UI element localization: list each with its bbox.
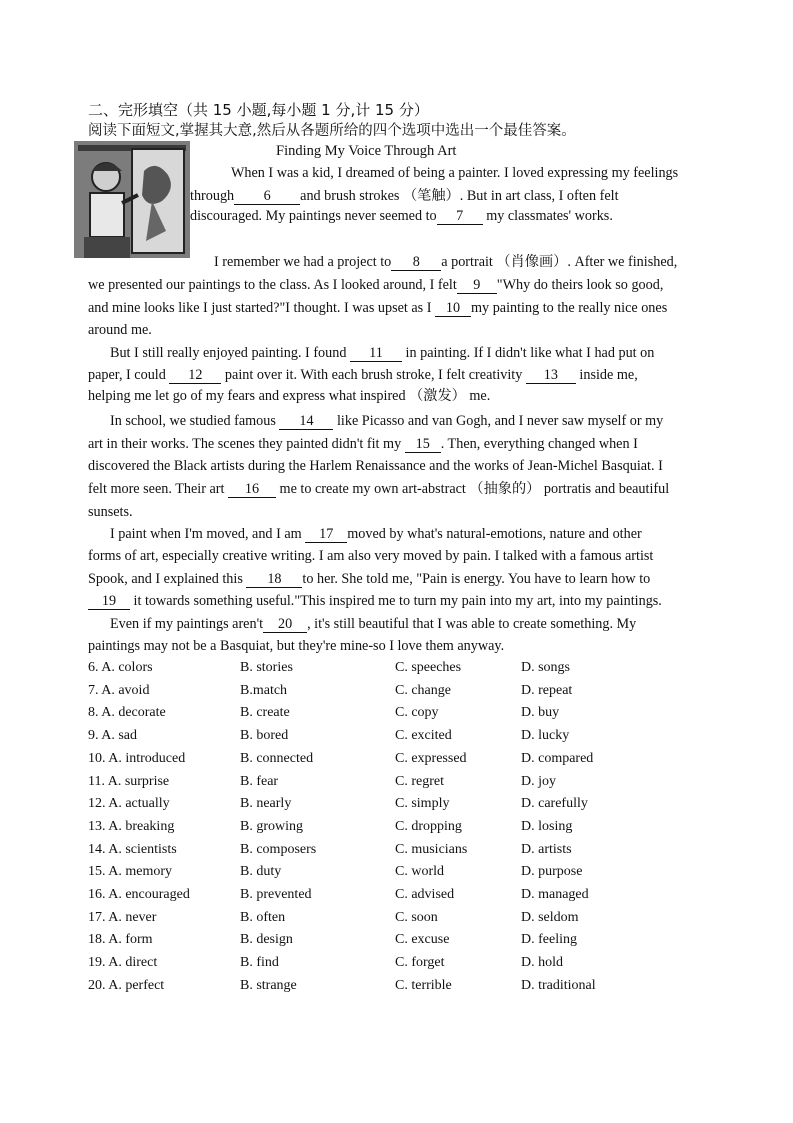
option-7-d[interactable]: D. repeat bbox=[521, 682, 573, 698]
section-instruction: 阅读下面短文,掌握其大意,然后从各题所给的四个选项中选出一个最佳答案。 bbox=[88, 123, 576, 139]
passage-line: felt more seen. Their art 16 me to create my own art-abstract （抽象的） portratis and beautiful bbox=[88, 481, 670, 497]
blank-6[interactable]: 6 bbox=[234, 189, 300, 205]
option-15-b[interactable]: B. duty bbox=[240, 864, 282, 880]
option-11-d[interactable]: D. joy bbox=[521, 773, 556, 789]
blank-20[interactable]: 20 bbox=[263, 617, 307, 633]
passage-line: helping me let go of my fears and express what inspired （激发） me. bbox=[88, 388, 491, 404]
option-12-d[interactable]: D. carefully bbox=[521, 796, 588, 812]
option-13-d[interactable]: D. losing bbox=[521, 818, 573, 834]
blank-18[interactable]: 18 bbox=[246, 572, 302, 588]
option-17-b[interactable]: B. often bbox=[240, 909, 286, 925]
option-11-b[interactable]: B. fear bbox=[240, 773, 279, 789]
option-18-c[interactable]: C. excuse bbox=[395, 932, 450, 948]
passage-line: discouraged. My paintings never seemed to 7 my classmates' works. bbox=[190, 208, 613, 224]
blank-13[interactable]: 13 bbox=[526, 368, 576, 384]
blank-9[interactable]: 9 bbox=[457, 278, 497, 294]
section-heading: 二、完形填空（共 15 小题,每小题 1 分,计 15 分） bbox=[88, 101, 429, 119]
option-6-b[interactable]: B. stories bbox=[240, 660, 293, 675]
passage-line: Spook, and I explained this 18 to her. She told me, "Pain is energy. You have to learn how to bbox=[88, 571, 651, 587]
option-20-c[interactable]: C. terrible bbox=[395, 977, 452, 993]
blank-15[interactable]: 15 bbox=[405, 437, 441, 453]
option-20-b[interactable]: B. strange bbox=[240, 977, 297, 993]
option-12-a[interactable]: 12. A. actually bbox=[88, 796, 170, 812]
option-9-a[interactable]: 9. A. sad bbox=[88, 728, 137, 744]
option-12-c[interactable]: C. simply bbox=[395, 796, 450, 812]
option-16-b[interactable]: B. prevented bbox=[240, 887, 312, 902]
option-6-c[interactable]: C. speeches bbox=[395, 660, 462, 675]
passage-line: and mine looks like I just started?"I thought. I was upset as I 10 my painting to the really nice ones bbox=[88, 300, 668, 316]
passage-line: In school, we studied famous 14 like Picasso and van Gogh, and I never saw myself or my bbox=[110, 413, 664, 429]
option-8-c[interactable]: C. copy bbox=[395, 705, 439, 721]
blank-17[interactable]: 17 bbox=[305, 527, 347, 543]
option-14-d[interactable]: D. artists bbox=[521, 841, 572, 857]
option-7-c[interactable]: C. change bbox=[395, 682, 451, 698]
option-18-b[interactable]: B. design bbox=[240, 932, 293, 948]
option-7-b[interactable]: B.match bbox=[240, 682, 288, 698]
option-9-c[interactable]: C. excited bbox=[395, 728, 452, 744]
passage-line: I remember we had a project to 8 a portrait （肖像画）. After we finished, bbox=[214, 254, 678, 270]
passage-title: Finding My Voice Through Art bbox=[276, 143, 457, 159]
passage-line: forms of art, especially creative writing. I am also very moved by pain. I talked with a famous artist bbox=[88, 548, 654, 564]
option-19-b[interactable]: B. find bbox=[240, 955, 279, 971]
option-15-d[interactable]: D. purpose bbox=[521, 864, 583, 880]
passage-line: I paint when I'm moved, and I am 17 moved by what's natural-emotions, nature and other bbox=[110, 526, 642, 542]
passage-line: paper, I could 12 paint over it. With each brush stroke, I felt creativity 13 inside me, bbox=[88, 367, 638, 383]
option-9-b[interactable]: B. bored bbox=[240, 728, 289, 744]
blank-8[interactable]: 8 bbox=[391, 255, 441, 271]
option-14-b[interactable]: B. composers bbox=[240, 841, 317, 857]
passage-line: But I still really enjoyed painting. I found 11 in painting. If I didn't like what I had put on bbox=[110, 345, 655, 361]
blank-10[interactable]: 10 bbox=[435, 301, 471, 317]
option-6-a[interactable]: 6. A. colors bbox=[88, 660, 153, 675]
option-12-b[interactable]: B. nearly bbox=[240, 796, 292, 812]
option-16-a[interactable]: 16. A. encouraged bbox=[88, 887, 190, 902]
option-13-b[interactable]: B. growing bbox=[240, 818, 303, 834]
option-18-a[interactable]: 18. A. form bbox=[88, 932, 153, 948]
option-18-d[interactable]: D. feeling bbox=[521, 932, 577, 948]
blank-7[interactable]: 7 bbox=[437, 209, 483, 225]
passage-line: art in their works. The scenes they painted didn't fit my 15 . Then, everything changed when I bbox=[88, 436, 638, 452]
option-9-d[interactable]: D. lucky bbox=[521, 728, 570, 744]
option-15-c[interactable]: C. world bbox=[395, 864, 444, 880]
option-11-a[interactable]: 11. A. surprise bbox=[88, 773, 170, 789]
option-19-a[interactable]: 19. A. direct bbox=[88, 955, 158, 971]
option-14-c[interactable]: C. musicians bbox=[395, 841, 468, 857]
option-17-d[interactable]: D. seldom bbox=[521, 909, 579, 925]
passage-line: we presented our paintings to the class. As I looked around, I felt 9 "Why do theirs look so good, bbox=[88, 277, 664, 293]
blank-12[interactable]: 12 bbox=[169, 368, 221, 384]
option-8-b[interactable]: B. create bbox=[240, 705, 290, 721]
child-painting-illustration bbox=[74, 141, 190, 258]
option-10-d[interactable]: D. compared bbox=[521, 750, 594, 766]
option-20-a[interactable]: 20. A. perfect bbox=[88, 977, 165, 993]
option-19-d[interactable]: D. hold bbox=[521, 955, 563, 971]
option-11-c[interactable]: C. regret bbox=[395, 773, 444, 789]
option-20-d[interactable]: D. traditional bbox=[521, 977, 596, 993]
option-6-d[interactable]: D. songs bbox=[521, 660, 571, 675]
passage-line: around me. bbox=[88, 322, 152, 338]
passage-line: Even if my paintings aren't 20 , it's still beautiful that I was able to create something. My bbox=[110, 616, 637, 632]
passage-line: sunsets. bbox=[88, 504, 133, 520]
option-14-a[interactable]: 14. A. scientists bbox=[88, 841, 177, 857]
option-17-a[interactable]: 17. A. never bbox=[88, 909, 157, 925]
option-8-d[interactable]: D. buy bbox=[521, 705, 560, 721]
passage-line: When I was a kid, I dreamed of being a painter. I loved expressing my feelings bbox=[231, 165, 679, 181]
option-8-a[interactable]: 8. A. decorate bbox=[88, 705, 166, 721]
option-19-c[interactable]: C. forget bbox=[395, 955, 445, 971]
passage-line: discovered the Black artists during the Harlem Renaissance and the works of Jean-Michel Basquiat. I bbox=[88, 458, 663, 474]
option-7-a[interactable]: 7. A. avoid bbox=[88, 682, 150, 698]
blank-19[interactable]: 19 bbox=[88, 594, 130, 610]
option-13-c[interactable]: C. dropping bbox=[395, 818, 462, 834]
option-10-a[interactable]: 10. A. introduced bbox=[88, 750, 186, 766]
blank-14[interactable]: 14 bbox=[279, 414, 333, 430]
option-10-b[interactable]: B. connected bbox=[240, 750, 314, 766]
option-16-c[interactable]: C. advised bbox=[395, 887, 455, 902]
option-10-c[interactable]: C. expressed bbox=[395, 750, 467, 766]
option-16-d[interactable]: D. managed bbox=[521, 887, 589, 902]
option-13-a[interactable]: 13. A. breaking bbox=[88, 818, 175, 834]
blank-11[interactable]: 11 bbox=[350, 346, 402, 362]
passage-line: 19 it towards something useful."This inspired me to turn my pain into my art, into my paintings. bbox=[88, 592, 662, 610]
blank-16[interactable]: 16 bbox=[228, 482, 276, 498]
passage-line: paintings may not be a Basquiat, but they're mine-so I love them anyway. bbox=[88, 638, 505, 654]
passage-line: through 6 and brush strokes （笔触）. But in art class, I often felt bbox=[190, 188, 619, 204]
option-15-a[interactable]: 15. A. memory bbox=[88, 864, 172, 880]
option-17-c[interactable]: C. soon bbox=[395, 909, 438, 925]
